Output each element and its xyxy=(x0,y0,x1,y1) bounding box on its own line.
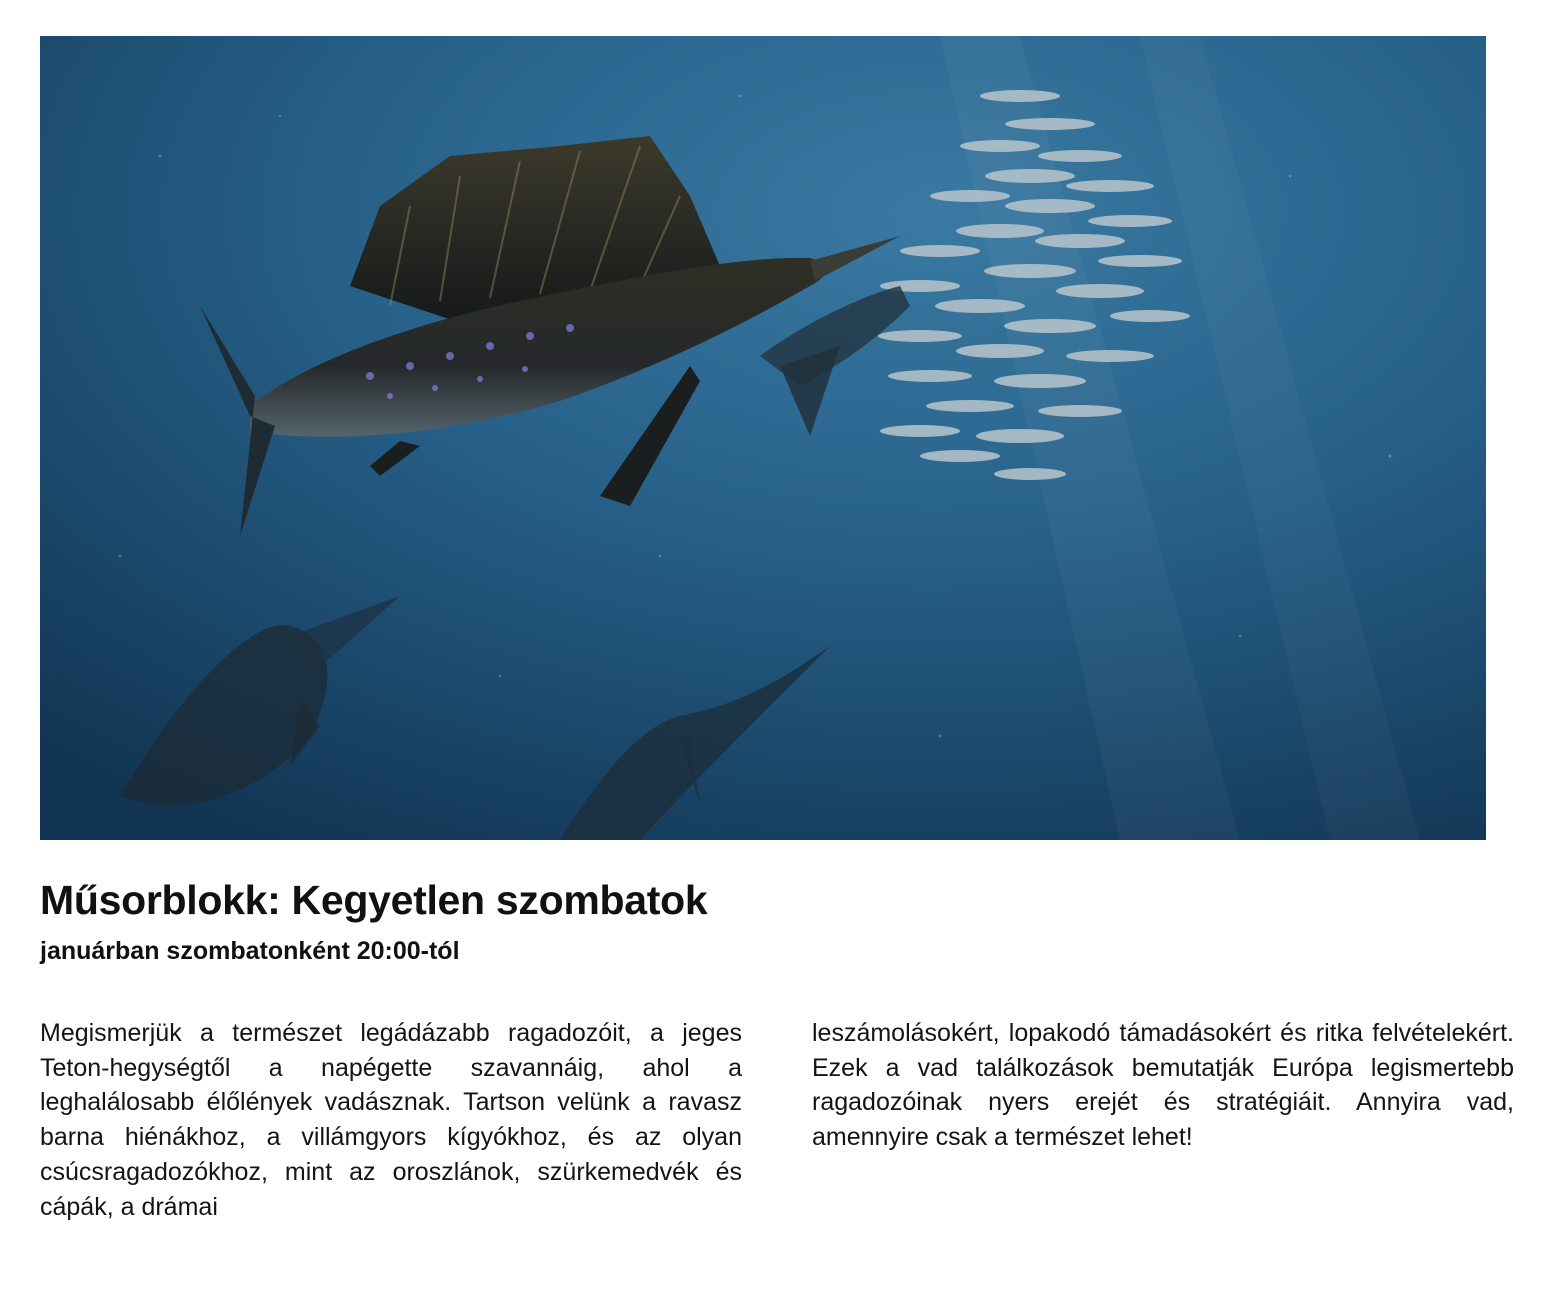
program-title: Műsorblokk: Kegyetlen szombatok xyxy=(40,877,708,923)
sailfish-hunting-sardines-photo-icon xyxy=(40,36,1486,840)
hero-image xyxy=(40,36,1486,840)
program-schedule: januárban szombatonként 20:00-tól xyxy=(40,937,460,965)
description-column-right: leszámolásokért, lopakodó támadásokért és ritka felvételekért. Ezek a vad találkozások bemutatják Európa legismertebb ragadozóinak nyers erejét és stratégiáit. Annyira vad, amennyire csak a természet lehet! xyxy=(812,1019,1514,1152)
description-column-left: Megismerjük a természet legádázabb ragadozóit, a jeges Teton-hegységtől a napégette szavannáig, ahol a leghalálosabb élőlények vadásznak. Tartson velünk a ravasz barna hiénákhoz, a villámgyors kígyókhoz, és az olyan csúcsragadozókhoz, mint az oroszlánok, szürkemedvék és cápák, a drámai xyxy=(40,1019,742,1221)
